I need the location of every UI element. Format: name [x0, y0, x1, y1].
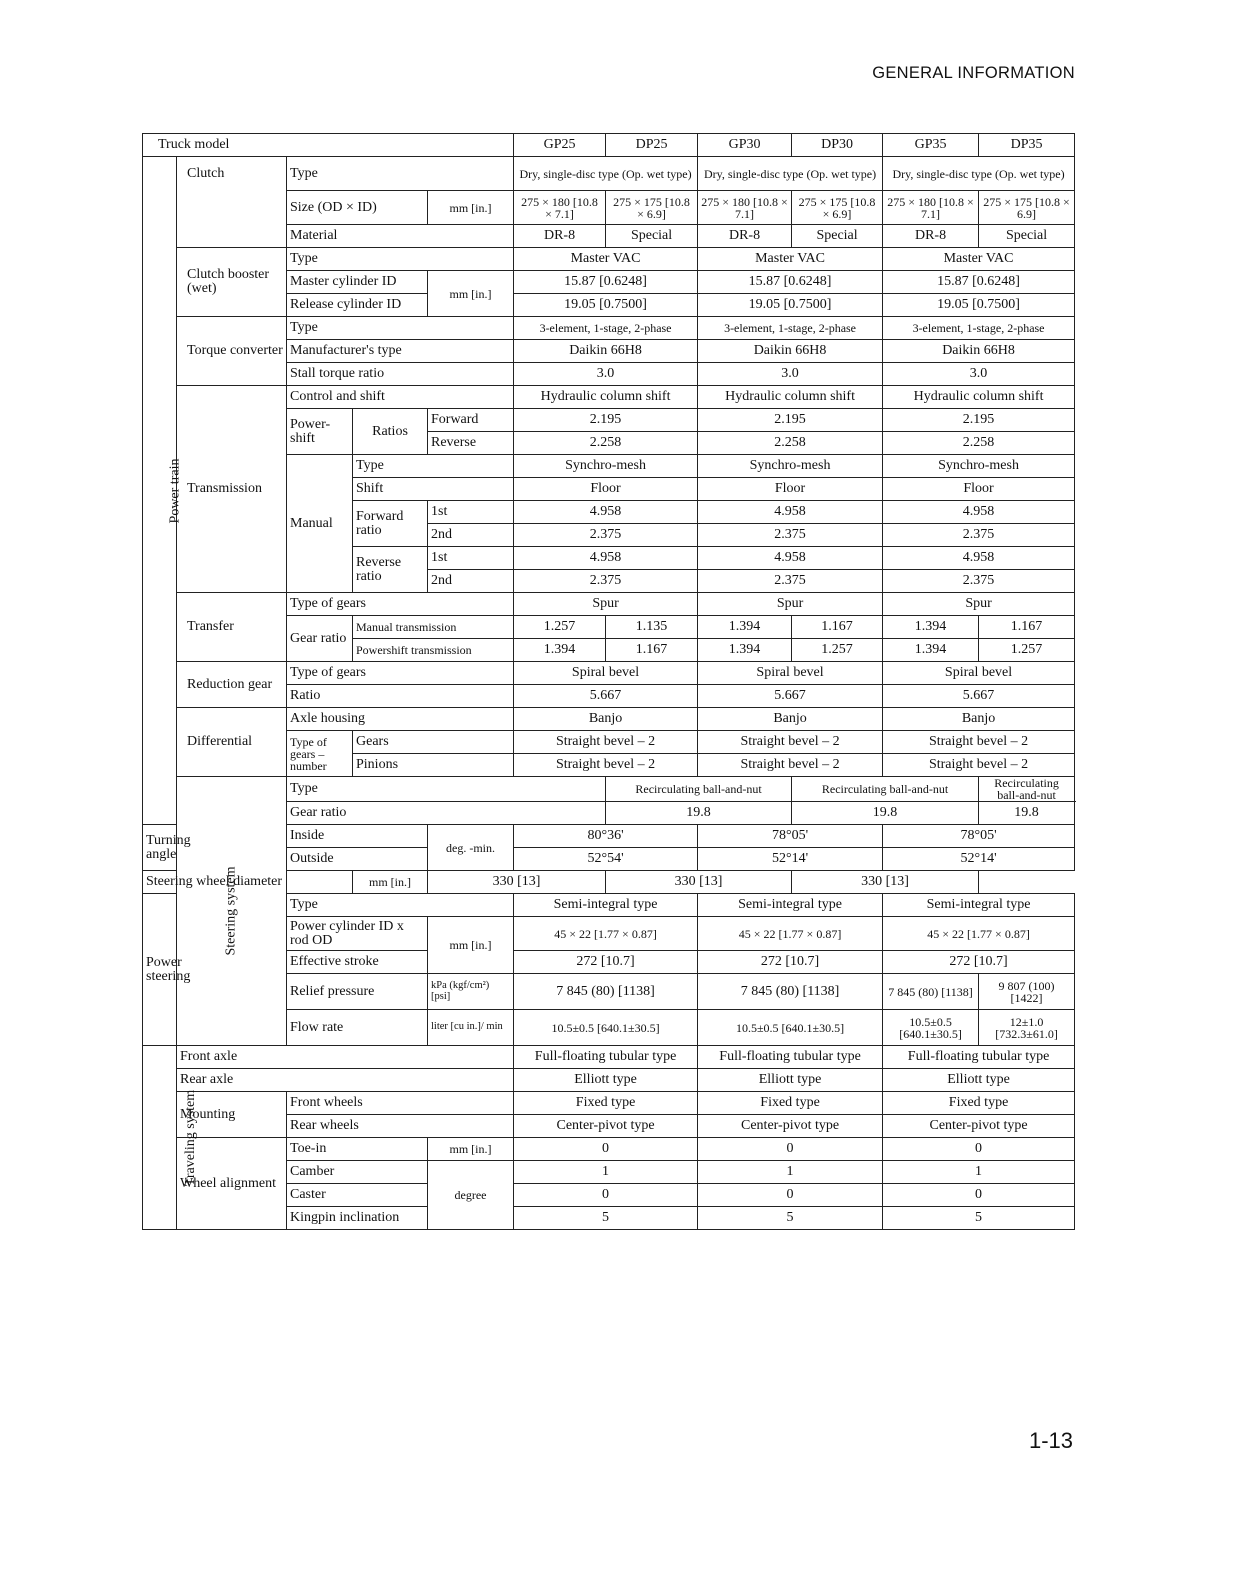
torque-type-value: 3-element, 1-stage, 2-phase	[698, 317, 883, 340]
stall-ratio-value: 3.0	[883, 363, 1075, 386]
truck-model-row	[143, 134, 1075, 157]
torque-type-label: Type	[287, 317, 514, 340]
gears-label: Gears	[353, 731, 514, 754]
reduction-ratio-label: Ratio	[287, 685, 514, 708]
rear-wheels-label: Rear wheels	[287, 1115, 514, 1138]
clutch-type-value: Dry, single-disc type (Op. wet type)	[698, 157, 883, 191]
master-cylinder-value: 15.87 [0.6248]	[698, 271, 883, 294]
transfer-power-value: 1.257	[792, 639, 883, 662]
wheel-diameter-label: Steering wheel diameter	[143, 871, 353, 894]
forward-ratio-label: Forward ratio	[353, 501, 428, 547]
unit-degree: degree	[428, 1161, 514, 1230]
pinions-label: Pinions	[353, 754, 514, 777]
outside-label: Outside	[287, 848, 428, 871]
torque-type-value: 3-element, 1-stage, 2-phase	[514, 317, 698, 340]
inside-label: Inside	[287, 825, 428, 848]
stall-ratio-label: Stall torque ratio	[287, 363, 514, 386]
booster-label: Clutch booster (wet)	[177, 248, 287, 317]
clutch-material-value: Special	[792, 225, 883, 248]
wheel-alignment-label: Wheel alignment	[177, 1138, 287, 1230]
diff-pinions-value: Straight bevel – 2	[698, 754, 883, 777]
master-cylinder-value: 15.87 [0.6248]	[883, 271, 1075, 294]
wheel-diameter-value: 330 [13]	[428, 871, 606, 894]
booster-type-value: Master VAC	[698, 248, 883, 271]
stroke-value: 272 [10.7]	[698, 951, 883, 974]
front-wheels-value: Fixed type	[698, 1092, 883, 1115]
control-shift-value: Hydraulic column shift	[514, 386, 698, 409]
relief-label: Relief pressure	[287, 974, 428, 1010]
clutch-size-value: 275 × 175 [10.8 × 6.9]	[606, 191, 698, 225]
caster-value: 0	[514, 1184, 698, 1207]
flow-value: 10.5±0.5 [640.1±30.5]	[698, 1010, 883, 1046]
model-header: DP25	[606, 134, 698, 157]
rear-wheels-value: Center-pivot type	[883, 1115, 1075, 1138]
flow-value: 12±1.0 [732.3±61.0]	[979, 1010, 1075, 1046]
manual-type-value: Synchro-mesh	[883, 455, 1075, 478]
model-header: DP30	[792, 134, 883, 157]
category-power-train: Power train	[143, 157, 177, 825]
clutch-size-value: 275 × 180 [10.8 × 7.1]	[698, 191, 792, 225]
relief-value: 9 807 (100) [1422]	[979, 974, 1075, 1010]
powershift-label: Power-shift	[287, 409, 353, 455]
unit-kpa: kPa (kgf/cm²) [psi]	[428, 974, 514, 1010]
master-cylinder-label: Master cylinder ID	[287, 271, 428, 294]
fwd-1st-value: 4.958	[514, 501, 698, 524]
reverse-label: Reverse	[428, 432, 514, 455]
manufacturer-type-value: Daikin 66H8	[698, 340, 883, 363]
front-wheels-value: Fixed type	[514, 1092, 698, 1115]
spec-table	[142, 133, 1075, 1230]
first-gear-label: 1st	[428, 501, 514, 524]
axle-housing-value: Banjo	[514, 708, 698, 731]
rear-wheels-value: Center-pivot type	[698, 1115, 883, 1138]
camber-label: Camber	[287, 1161, 428, 1184]
diff-pinions-value: Straight bevel – 2	[883, 754, 1075, 777]
front-axle-value: Full-floating tubular type	[883, 1046, 1075, 1069]
fwd-1st-value: 4.958	[698, 501, 883, 524]
ps-type-value: Semi-integral type	[883, 894, 1075, 917]
steering-gear-ratio-value: 19.8	[606, 802, 792, 825]
page-header: GENERAL INFORMATION	[872, 64, 1075, 82]
reduction-ratio-value: 5.667	[698, 685, 883, 708]
camber-value: 1	[883, 1161, 1075, 1184]
clutch-material-value: DR-8	[514, 225, 606, 248]
stroke-value: 272 [10.7]	[883, 951, 1075, 974]
reduction-type-value: Spiral bevel	[698, 662, 883, 685]
camber-value: 1	[698, 1161, 883, 1184]
rev-2nd-value: 2.375	[883, 570, 1075, 593]
control-shift-value: Hydraulic column shift	[883, 386, 1075, 409]
reduction-gear-label: Reduction gear	[177, 662, 287, 708]
first-gear-label: 1st	[428, 547, 514, 570]
diff-gears-value: Straight bevel – 2	[698, 731, 883, 754]
front-wheels-label: Front wheels	[287, 1092, 514, 1115]
steering-gear-ratio-label: Gear ratio	[287, 802, 606, 825]
rear-axle-value: Elliott type	[514, 1069, 698, 1092]
front-axle-value: Full-floating tubular type	[514, 1046, 698, 1069]
clutch-type-value: Dry, single-disc type (Op. wet type)	[883, 157, 1075, 191]
clutch-label: Clutch	[177, 157, 287, 248]
kingpin-value: 5	[698, 1207, 883, 1230]
booster-type-value: Master VAC	[514, 248, 698, 271]
transfer-power-value: 1.394	[698, 639, 792, 662]
inside-angle-value: 80°36'	[514, 825, 698, 848]
toe-in-label: Toe-in	[287, 1138, 428, 1161]
unit-mm: mm [in.]	[428, 191, 514, 225]
transfer-power-value: 1.257	[979, 639, 1075, 662]
release-cylinder-value: 19.05 [0.7500]	[514, 294, 698, 317]
rev-1st-value: 4.958	[514, 547, 698, 570]
reduction-type-value: Spiral bevel	[514, 662, 698, 685]
diff-type-label: Type of gears – number	[287, 731, 353, 777]
ps-type-value: Semi-integral type	[698, 894, 883, 917]
reverse-ratio-value: 2.258	[698, 432, 883, 455]
front-wheels-value: Fixed type	[883, 1092, 1075, 1115]
clutch-size-value: 275 × 180 [10.8 × 7.1]	[883, 191, 979, 225]
transfer-manual-value: 1.394	[698, 616, 792, 639]
fwd-2nd-value: 2.375	[698, 524, 883, 547]
category-steering: Steering system	[177, 777, 287, 1046]
caster-value: 0	[883, 1184, 1075, 1207]
master-cylinder-value: 15.87 [0.6248]	[514, 271, 698, 294]
caster-value: 0	[698, 1184, 883, 1207]
truck-model-label: Truck model	[143, 134, 514, 157]
rev-2nd-value: 2.375	[514, 570, 698, 593]
front-axle-label: Front axle	[177, 1046, 514, 1069]
rear-wheels-value: Center-pivot type	[514, 1115, 698, 1138]
steering-type-value: Recirculating ball-and-nut	[792, 777, 979, 802]
manual-label: Manual	[287, 455, 353, 593]
stall-ratio-value: 3.0	[698, 363, 883, 386]
power-steering-label: Power steering	[143, 894, 177, 1046]
transfer-label: Transfer	[177, 593, 287, 662]
axle-housing-value: Banjo	[883, 708, 1075, 731]
relief-value: 7 845 (80) [1138]	[698, 974, 883, 1010]
steering-gear-ratio-value: 19.8	[792, 802, 979, 825]
transfer-power-value: 1.394	[514, 639, 606, 662]
transfer-type-label: Type of gears	[287, 593, 514, 616]
steering-gear-ratio-value: 19.8	[979, 802, 1075, 825]
control-shift-label: Control and shift	[287, 386, 514, 409]
diff-gears-value: Straight bevel – 2	[514, 731, 698, 754]
model-header: DP35	[979, 134, 1075, 157]
second-gear-label: 2nd	[428, 570, 514, 593]
steering-type-value: Recirculating ball-and-nut	[979, 777, 1075, 802]
outside-angle-value: 52°14'	[883, 848, 1075, 871]
cylinder-label: Power cylinder ID x rod OD	[287, 917, 428, 951]
fwd-2nd-value: 2.375	[514, 524, 698, 547]
stroke-value: 272 [10.7]	[514, 951, 698, 974]
transfer-type-value: Spur	[698, 593, 883, 616]
reduction-type-value: Spiral bevel	[883, 662, 1075, 685]
kingpin-label: Kingpin inclination	[287, 1207, 428, 1230]
relief-value: 7 845 (80) [1138]	[883, 974, 979, 1010]
torque-converter-label: Torque converter	[177, 317, 287, 386]
stall-ratio-value: 3.0	[514, 363, 698, 386]
transfer-manual-value: 1.135	[606, 616, 698, 639]
clutch-type-label: Type	[287, 157, 514, 191]
reduction-ratio-value: 5.667	[514, 685, 698, 708]
reduction-type-label: Type of gears	[287, 662, 514, 685]
kingpin-value: 5	[883, 1207, 1075, 1230]
transfer-manual-value: 1.394	[883, 616, 979, 639]
inside-angle-value: 78°05'	[883, 825, 1075, 848]
category-traveling: Traveling system	[143, 1046, 177, 1230]
model-header: GP30	[698, 134, 792, 157]
clutch-size-value: 275 × 175 [10.8 × 6.9]	[979, 191, 1075, 225]
manual-shift-label: Shift	[353, 478, 514, 501]
gear-ratio-label: Gear ratio	[287, 616, 353, 662]
powershift-transmission-label: Powershift transmission	[353, 639, 514, 662]
manual-type-value: Synchro-mesh	[698, 455, 883, 478]
clutch-size-value: 275 × 175 [10.8 × 6.9]	[792, 191, 883, 225]
cylinder-value: 45 × 22 [1.77 × 0.87]	[698, 917, 883, 951]
kingpin-value: 5	[514, 1207, 698, 1230]
transfer-power-value: 1.167	[606, 639, 698, 662]
torque-type-value: 3-element, 1-stage, 2-phase	[883, 317, 1075, 340]
steering-type-label: Type	[287, 777, 606, 802]
page-number: 1-13	[1028, 1428, 1073, 1453]
reverse-ratio-label: Reverse ratio	[353, 547, 428, 593]
axle-housing-label: Axle housing	[287, 708, 514, 731]
stroke-label: Effective stroke	[287, 951, 428, 974]
outside-angle-value: 52°14'	[698, 848, 883, 871]
manual-shift-value: Floor	[883, 478, 1075, 501]
unit-mm: mm [in.]	[428, 1138, 514, 1161]
camber-value: 1	[514, 1161, 698, 1184]
second-gear-label: 2nd	[428, 524, 514, 547]
flow-value: 10.5±0.5 [640.1±30.5]	[514, 1010, 698, 1046]
axle-housing-value: Banjo	[698, 708, 883, 731]
differential-label: Differential	[177, 708, 287, 777]
reverse-ratio-value: 2.258	[883, 432, 1075, 455]
manufacturer-type-label: Manufacturer's type	[287, 340, 514, 363]
transfer-type-value: Spur	[514, 593, 698, 616]
wheel-diameter-value: 330 [13]	[792, 871, 979, 894]
relief-value: 7 845 (80) [1138]	[514, 974, 698, 1010]
clutch-size-value: 275 × 180 [10.8 × 7.1]	[514, 191, 606, 225]
transfer-type-value: Spur	[883, 593, 1075, 616]
front-axle-value: Full-floating tubular type	[698, 1046, 883, 1069]
toe-in-value: 0	[883, 1138, 1075, 1161]
release-cylinder-value: 19.05 [0.7500]	[883, 294, 1075, 317]
fwd-1st-value: 4.958	[883, 501, 1075, 524]
control-shift-value: Hydraulic column shift	[698, 386, 883, 409]
clutch-material-value: Special	[606, 225, 698, 248]
fwd-2nd-value: 2.375	[883, 524, 1075, 547]
inside-angle-value: 78°05'	[698, 825, 883, 848]
unit-mm: mm [in.]	[428, 917, 514, 974]
clutch-type-value: Dry, single-disc type (Op. wet type)	[514, 157, 698, 191]
rev-1st-value: 4.958	[698, 547, 883, 570]
wheel-diameter-value: 330 [13]	[606, 871, 792, 894]
unit-mm: mm [in.]	[353, 871, 428, 894]
rear-axle-value: Elliott type	[698, 1069, 883, 1092]
clutch-size-label: Size (OD × ID)	[287, 191, 428, 225]
flow-value: 10.5±0.5 [640.1±30.5]	[883, 1010, 979, 1046]
unit-liter: liter [cu in.]/ min	[428, 1010, 514, 1046]
ps-type-label: Type	[287, 894, 514, 917]
booster-type-label: Type	[287, 248, 514, 271]
clutch-material-value: DR-8	[698, 225, 792, 248]
flow-label: Flow rate	[287, 1010, 428, 1046]
steering-type-value: Recirculating ball-and-nut	[606, 777, 792, 802]
model-header: GP25	[514, 134, 606, 157]
caster-label: Caster	[287, 1184, 428, 1207]
ps-type-value: Semi-integral type	[514, 894, 698, 917]
forward-ratio-value: 2.195	[514, 409, 698, 432]
unit-mm: mm [in.]	[428, 271, 514, 317]
toe-in-value: 0	[514, 1138, 698, 1161]
ratios-label: Ratios	[353, 409, 428, 455]
rear-axle-value: Elliott type	[883, 1069, 1075, 1092]
diff-pinions-value: Straight bevel – 2	[514, 754, 698, 777]
transfer-manual-value: 1.257	[514, 616, 606, 639]
transfer-manual-value: 1.167	[979, 616, 1075, 639]
reduction-ratio-value: 5.667	[883, 685, 1075, 708]
manual-shift-value: Floor	[698, 478, 883, 501]
transmission-label: Transmission	[177, 386, 287, 593]
transfer-power-value: 1.394	[883, 639, 979, 662]
model-header: GP35	[883, 134, 979, 157]
booster-type-value: Master VAC	[883, 248, 1075, 271]
toe-in-value: 0	[698, 1138, 883, 1161]
clutch-material-label: Material	[287, 225, 514, 248]
manual-transmission-label: Manual transmission	[353, 616, 514, 639]
outside-angle-value: 52°54'	[514, 848, 698, 871]
release-cylinder-label: Release cylinder ID	[287, 294, 428, 317]
forward-ratio-value: 2.195	[883, 409, 1075, 432]
release-cylinder-value: 19.05 [0.7500]	[698, 294, 883, 317]
clutch-material-value: DR-8	[883, 225, 979, 248]
clutch-material-value: Special	[979, 225, 1075, 248]
reverse-ratio-value: 2.258	[514, 432, 698, 455]
cylinder-value: 45 × 22 [1.77 × 0.87]	[514, 917, 698, 951]
manual-type-value: Synchro-mesh	[514, 455, 698, 478]
rear-axle-label: Rear axle	[177, 1069, 514, 1092]
transfer-manual-value: 1.167	[792, 616, 883, 639]
rev-2nd-value: 2.375	[698, 570, 883, 593]
mounting-label: Mounting	[177, 1092, 287, 1138]
manufacturer-type-value: Daikin 66H8	[883, 340, 1075, 363]
manual-shift-value: Floor	[514, 478, 698, 501]
forward-label: Forward	[428, 409, 514, 432]
manufacturer-type-value: Daikin 66H8	[514, 340, 698, 363]
cylinder-value: 45 × 22 [1.77 × 0.87]	[883, 917, 1075, 951]
diff-gears-value: Straight bevel – 2	[883, 731, 1075, 754]
forward-ratio-value: 2.195	[698, 409, 883, 432]
rev-1st-value: 4.958	[883, 547, 1075, 570]
turning-angle-label: Turning angle	[143, 825, 177, 871]
unit-deg: deg. -min.	[428, 825, 514, 871]
manual-type-label: Type	[353, 455, 514, 478]
